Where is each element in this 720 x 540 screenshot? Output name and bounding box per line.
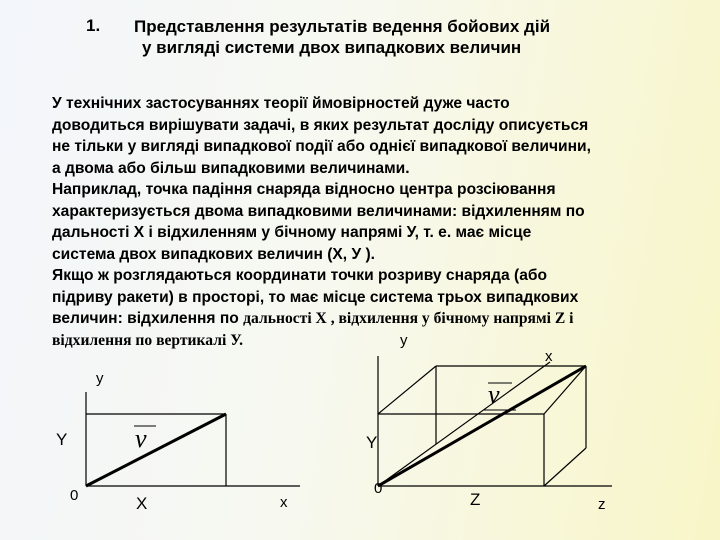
body-line: а двома або більш випадковими величинами. — [52, 159, 410, 177]
body-line-11-sans: величин: відхилення по — [52, 310, 239, 327]
left-y-label: у — [96, 370, 104, 387]
right-vector — [378, 366, 586, 486]
body-line: підриву ракети) в просторі, то має місце система трьох випадкових — [52, 288, 579, 306]
body-line: доводиться вирішувати задачі, в яких результат досліду описується — [52, 116, 589, 134]
box-top-left — [378, 366, 436, 414]
right-x-label: х — [545, 348, 553, 365]
left-vector — [86, 414, 226, 486]
title-number: 1. — [86, 16, 101, 35]
body-line: система двох випадкових величин (X, У ). — [52, 245, 376, 263]
right-y-label: у — [400, 332, 408, 349]
body-line: У технічних застосуваннях теорії ймовірностей дуже часто — [52, 95, 510, 112]
right-diagram — [378, 356, 612, 486]
body-line-11-serif: дальності X , відхилення у бічному напрямі Z і — [243, 310, 574, 327]
body-line-12: відхилення по вертикалі У. — [52, 331, 243, 349]
right-z-label: z — [598, 496, 606, 513]
body-line: Наприклад, точка падіння снаряда відносно центра розсіювання — [52, 181, 556, 198]
left-origin-label: 0 — [70, 487, 79, 504]
left-Y-label: Y — [56, 430, 68, 449]
body-line: характеризується двома випадковими величинами: відхиленням по — [52, 202, 585, 220]
body-line: Якщо ж розглядаються координати точки розриву снаряда (або — [52, 267, 548, 284]
box-bottom-right — [544, 448, 586, 486]
right-Y-label: Y — [366, 433, 378, 452]
right-vector-label: v — [488, 380, 500, 409]
left-X-label: X — [136, 494, 148, 513]
body-line: дальності X і відхиленням у бічному напрямі У, т. е. має місце — [52, 224, 532, 241]
title-line-1: Представлення результатів ведення бойових дій — [134, 17, 551, 36]
right-Z-label: Z — [470, 490, 481, 509]
left-diagram — [86, 392, 300, 486]
left-vector-label: v — [135, 424, 147, 453]
left-x-label: х — [280, 494, 288, 511]
body-line: не тільки у вигляді випадкової події або однієї випадкової величини, — [52, 138, 591, 155]
box-top-right — [544, 366, 586, 414]
title-line-2: у вигляді системи двох випадкових величин — [142, 38, 522, 57]
right-x-axis — [378, 362, 550, 486]
right-origin-label: 0 — [374, 480, 383, 497]
